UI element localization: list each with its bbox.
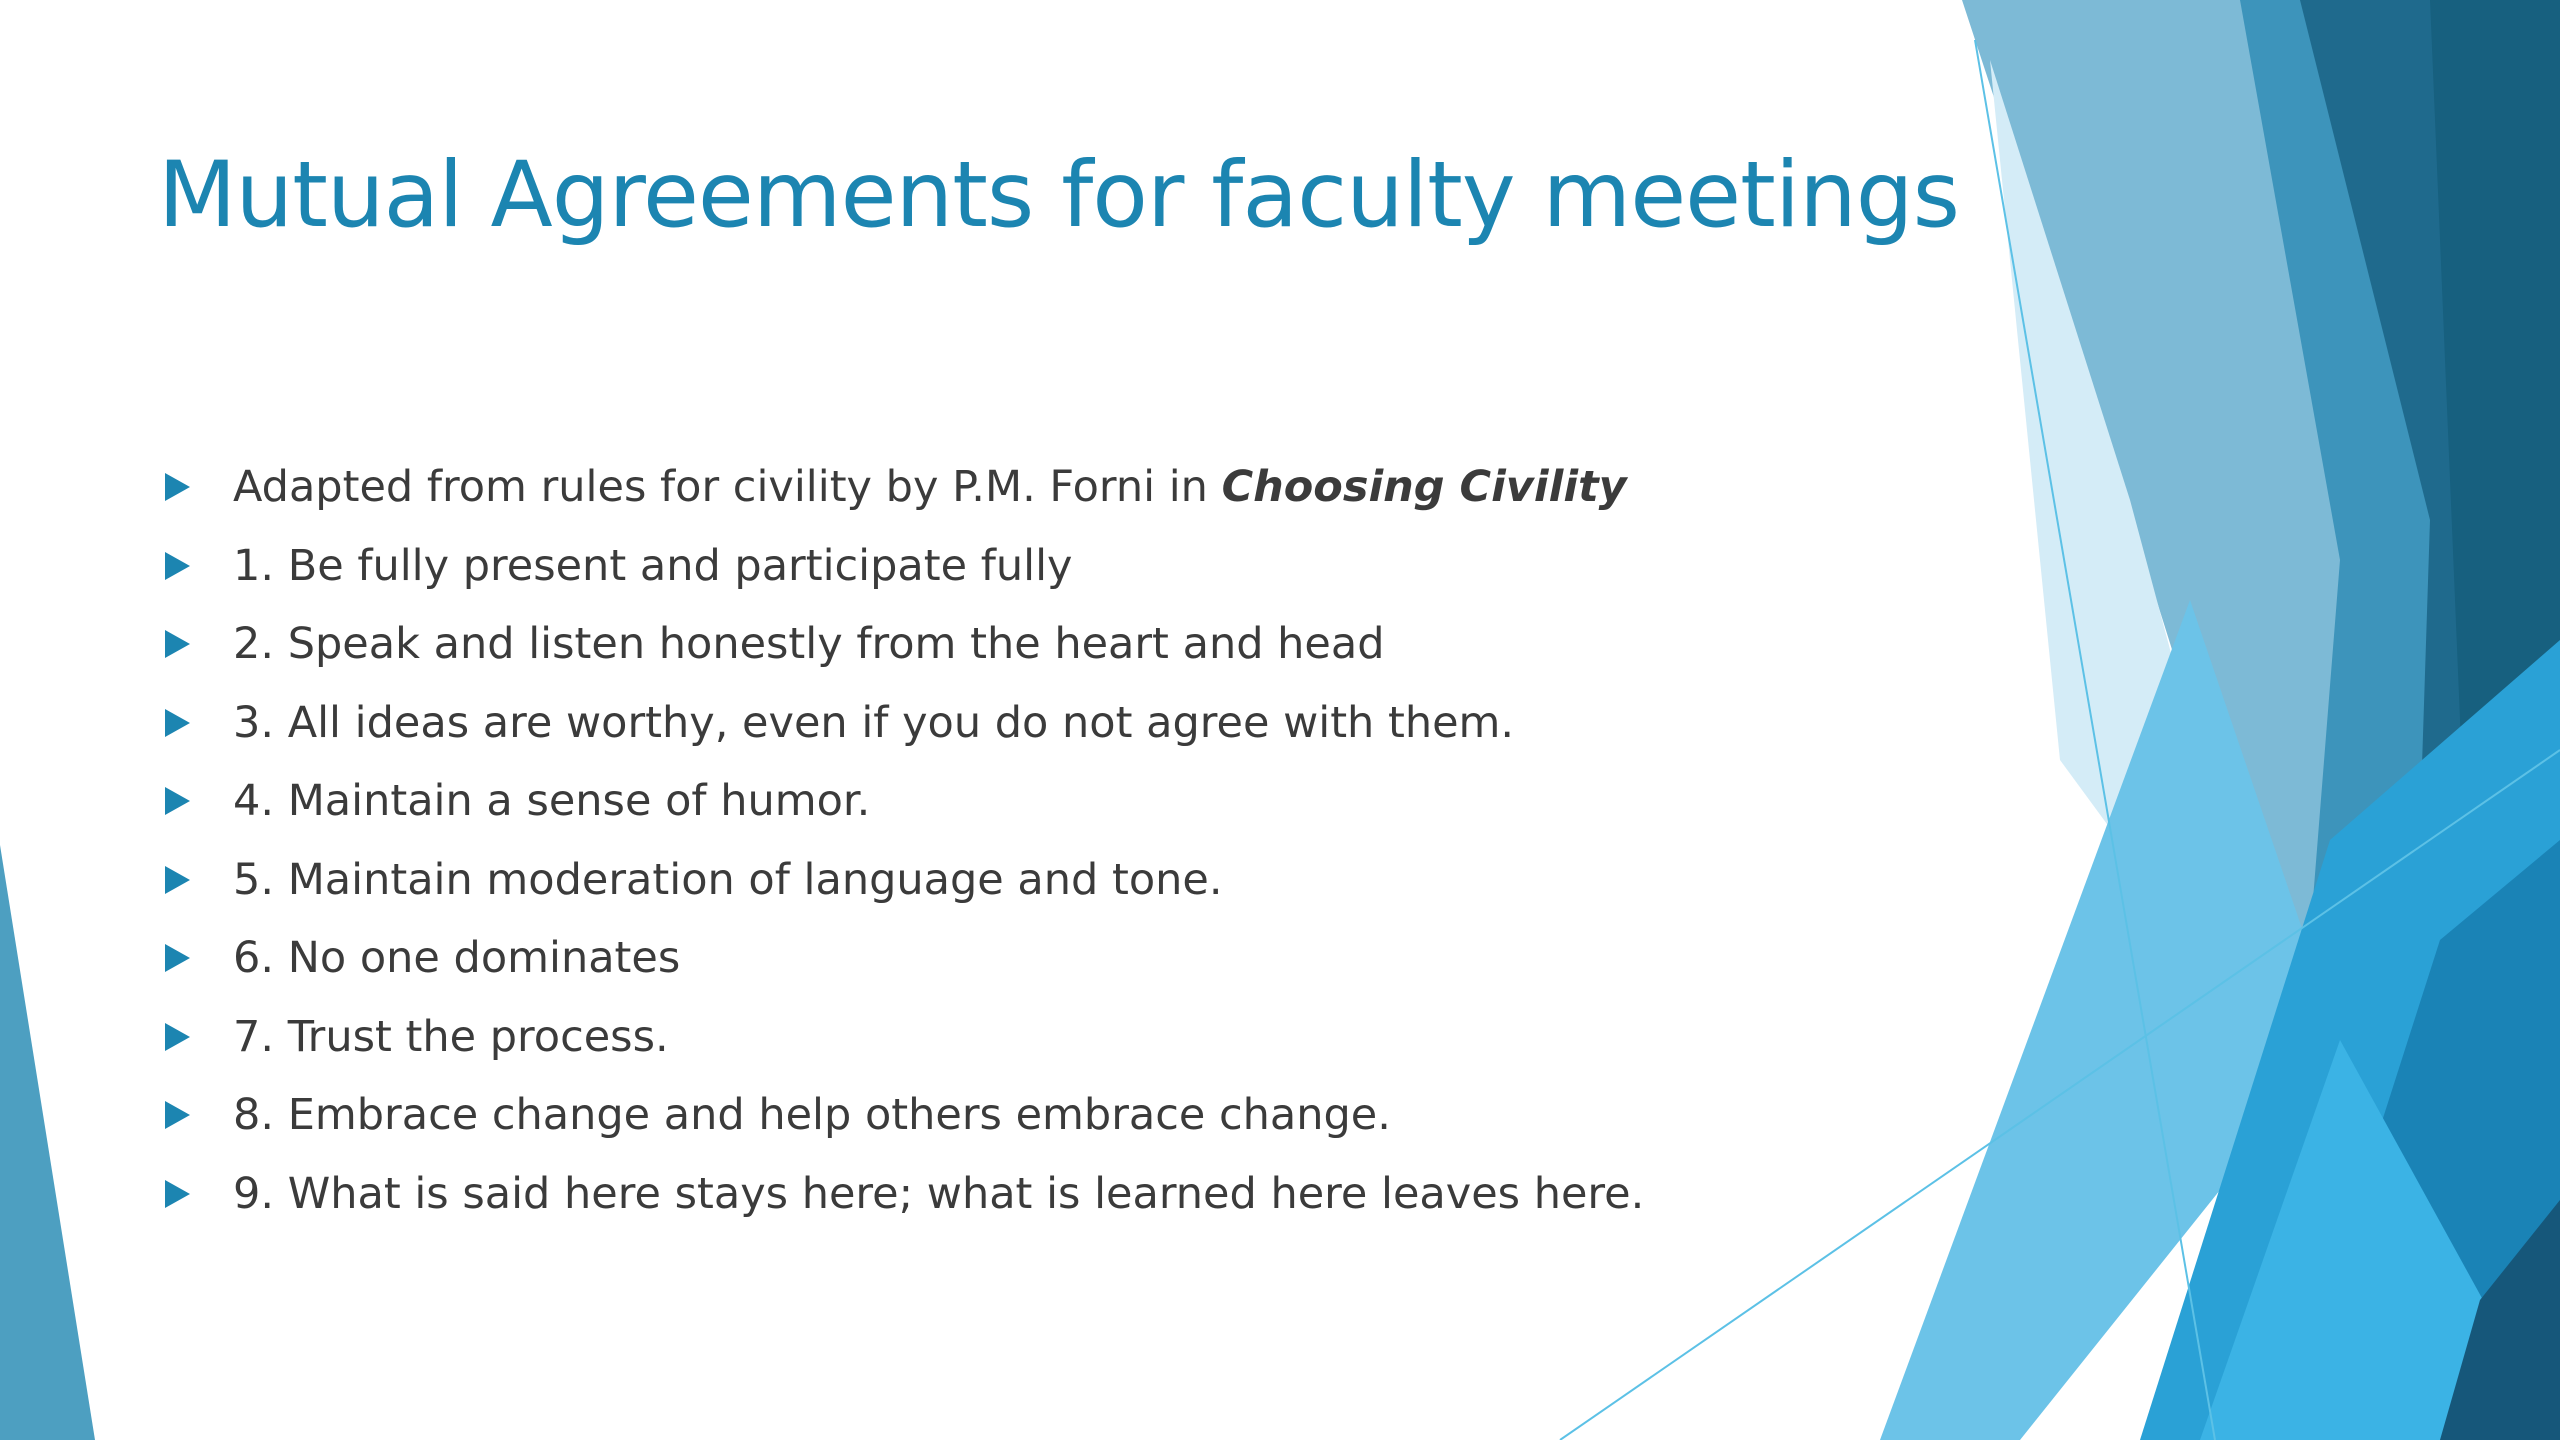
bullet-item-6 bbox=[158, 919, 1644, 998]
bullet-list bbox=[158, 448, 1644, 1233]
triangle-right-icon bbox=[165, 787, 190, 815]
triangle-right-icon bbox=[165, 866, 190, 894]
bullet-text: 3. All ideas are worthy, even if you do not agree with them. bbox=[233, 697, 1515, 748]
bullet-text: 8. Embrace change and help others embrace change. bbox=[233, 1090, 1391, 1140]
bullet-text: Adapted from rules for civility by P.M. Forni in bbox=[233, 462, 1222, 512]
slide-title: Mutual Agreements for faculty meetings bbox=[158, 143, 1959, 248]
triangle-right-icon bbox=[165, 944, 190, 972]
triangle-right-icon bbox=[165, 1023, 190, 1051]
bullet-item-1 bbox=[158, 527, 1644, 606]
bullet-text: 2. Speak and listen honestly from the heart and head bbox=[233, 619, 1385, 669]
bullet-item-9 bbox=[158, 1155, 1644, 1234]
bullet-item-4 bbox=[158, 762, 1644, 841]
bullet-text: 6. No one dominates bbox=[233, 933, 681, 983]
bullet-item-8 bbox=[158, 1076, 1644, 1155]
left-edge-shape bbox=[0, 845, 95, 1440]
bullet-text: 1. Be fully present and participate fully bbox=[233, 540, 1073, 591]
bullet-text: 4. Maintain a sense of humor. bbox=[233, 776, 871, 826]
triangle-right-icon bbox=[165, 1180, 190, 1208]
bullet-item-source bbox=[158, 448, 1644, 527]
bullet-item-7 bbox=[158, 998, 1644, 1077]
triangle-right-icon bbox=[165, 552, 190, 580]
triangle-right-icon bbox=[165, 709, 190, 737]
triangle-right-icon bbox=[165, 1101, 190, 1129]
bullet-text: 9. What is said here stays here; what is learned here leaves here. bbox=[233, 1168, 1645, 1219]
bullet-item-5 bbox=[158, 841, 1644, 920]
triangle-right-icon bbox=[165, 473, 190, 501]
bullet-text: 7. Trust the process. bbox=[233, 1011, 669, 1062]
bullet-item-3 bbox=[158, 684, 1644, 763]
bullet-item-2 bbox=[158, 605, 1644, 684]
bullet-text: 5. Maintain moderation of language and tone. bbox=[233, 854, 1223, 905]
triangle-right-icon bbox=[165, 630, 190, 658]
book-title: Choosing Civility bbox=[1221, 462, 1627, 512]
